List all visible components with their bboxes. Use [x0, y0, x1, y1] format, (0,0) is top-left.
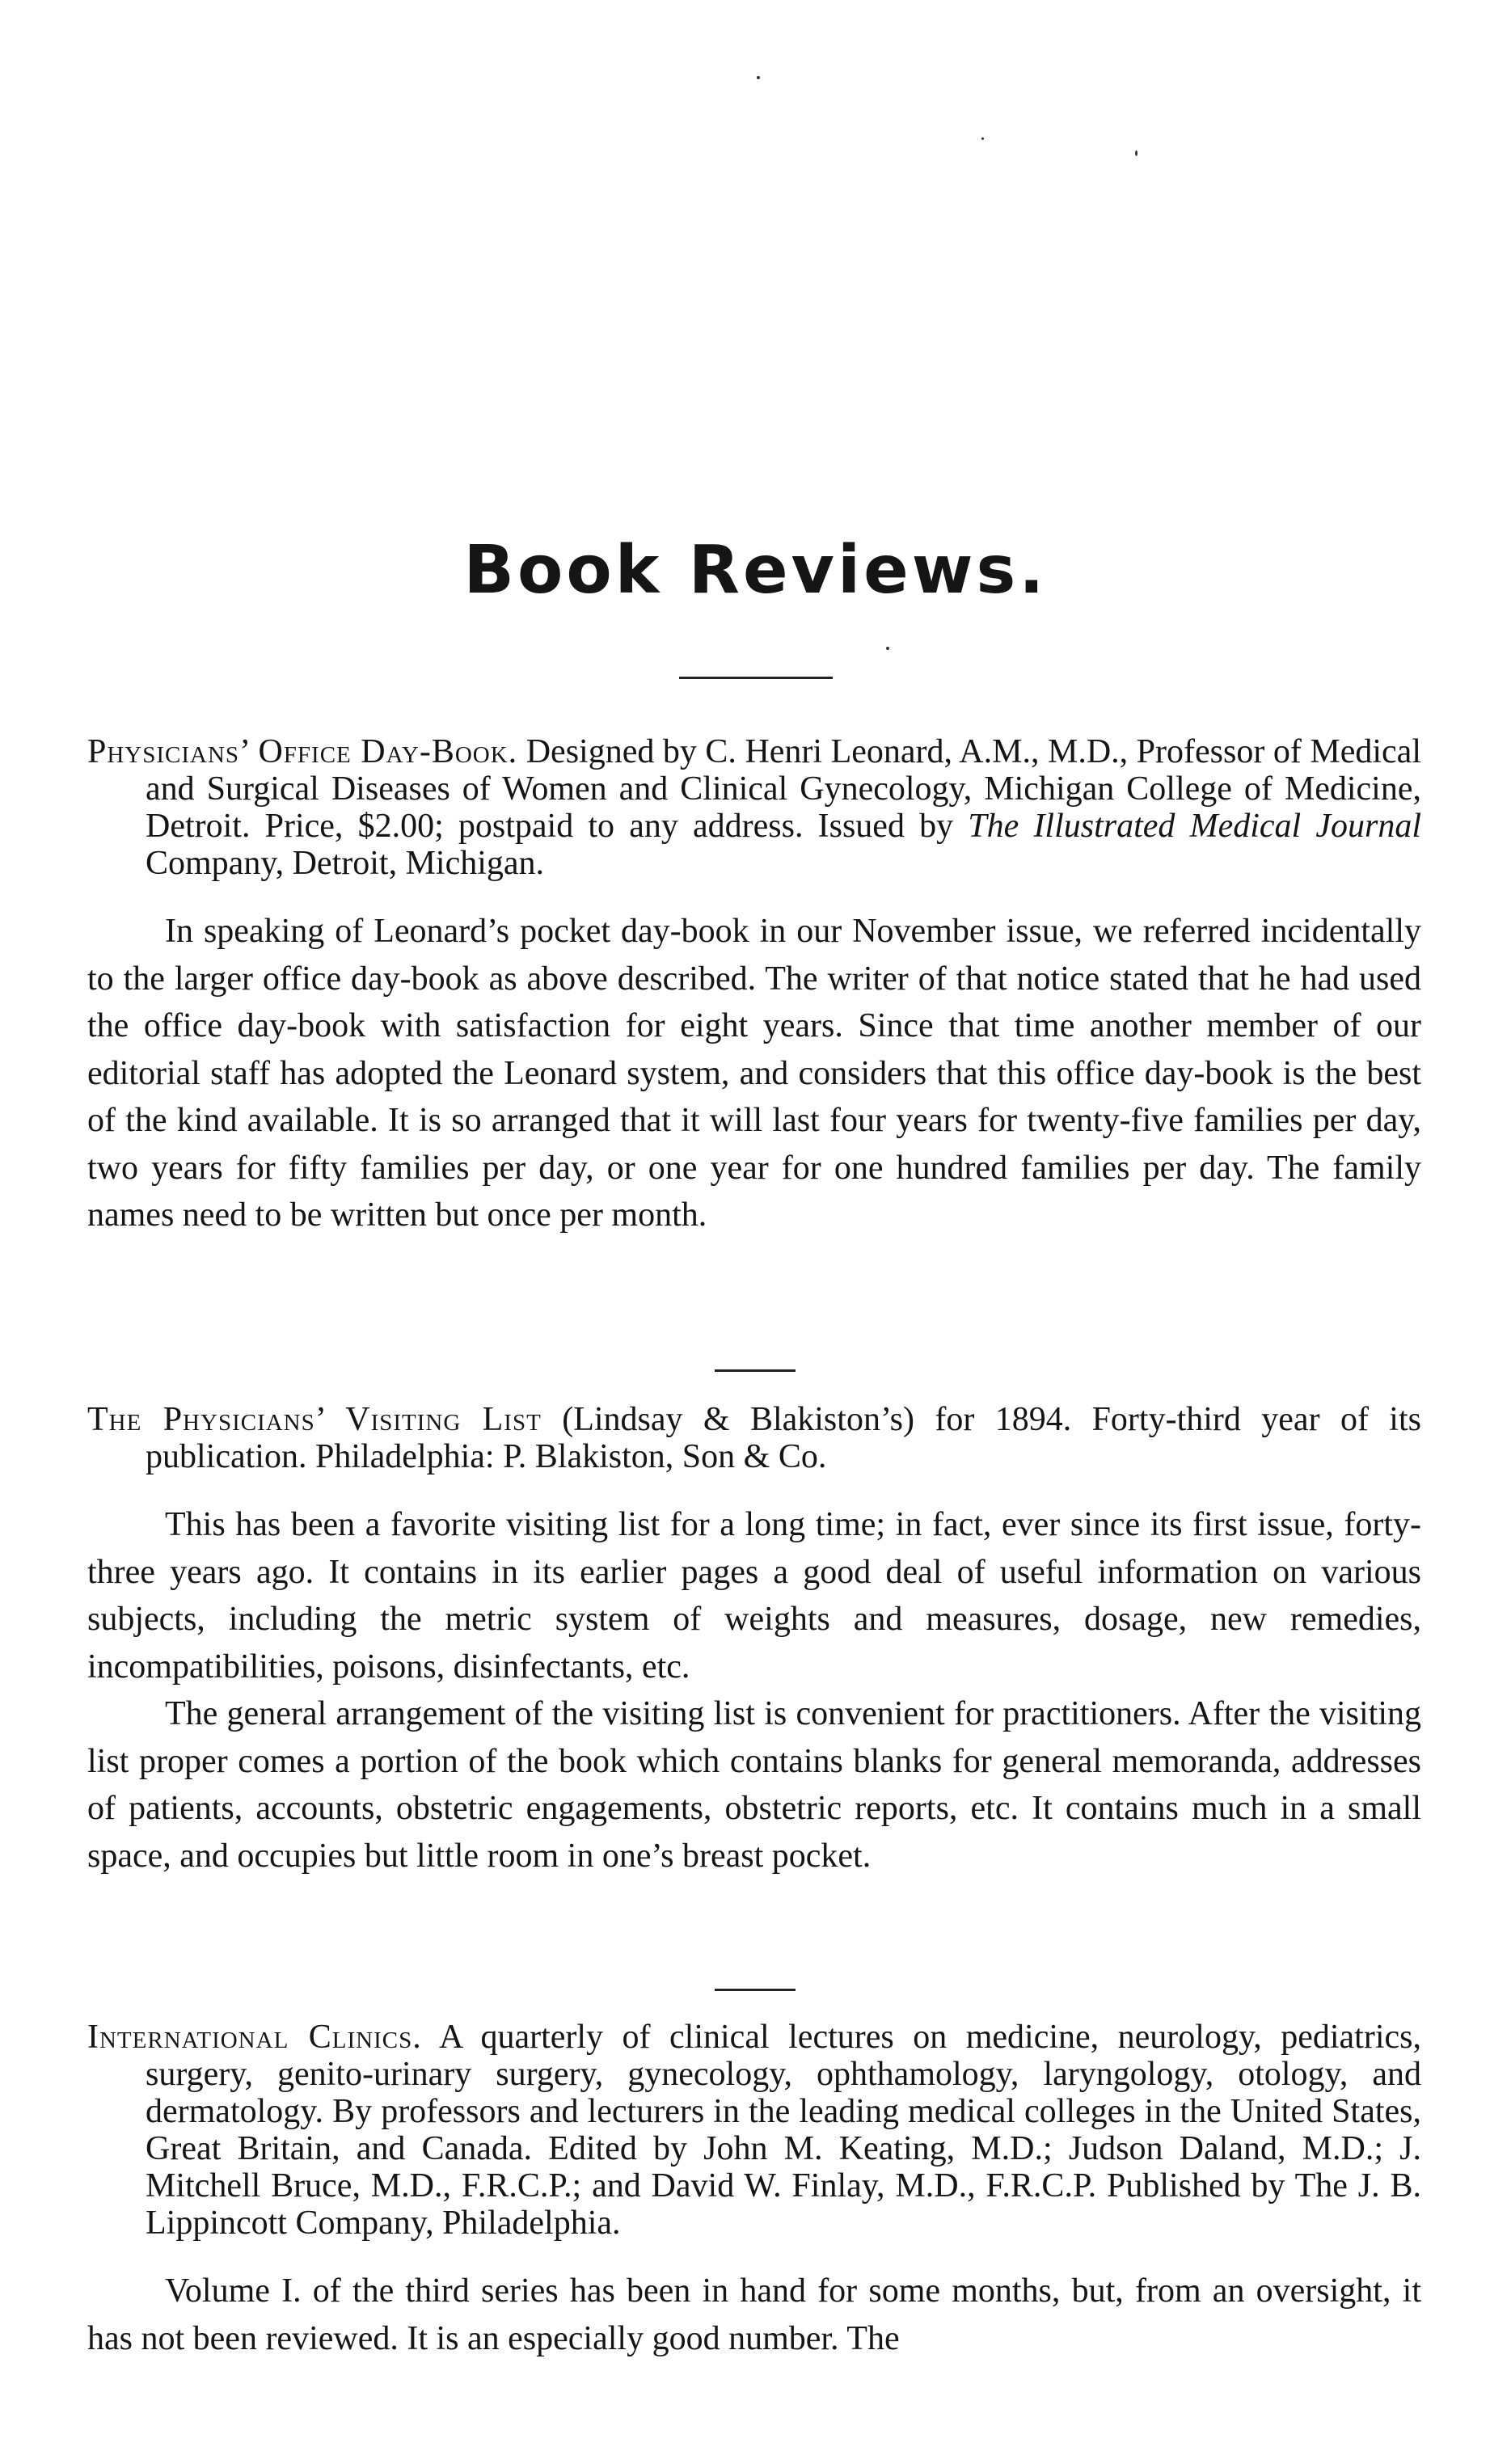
scan-speck [757, 76, 760, 79]
book-title: International Clinics. [87, 2019, 422, 2056]
review-paragraph: The general arrangement of the visiting list is convenient for practitioners. After the visiting list proper comes a portion of the book which contains blanks for general memoranda, addresses of patients, accounts, obstetric engagements, obstetric reports, etc. It contains much in a small space, and occupies but little room in one’s breast pocket. [87, 1695, 1421, 1875]
book-citation-end: Company, Detroit, Michigan. [146, 845, 545, 882]
review-1 [87, 733, 1421, 1239]
scan-speck [886, 647, 889, 650]
book-title: The Physicians’ Visiting List [87, 1401, 542, 1438]
publisher-name: The Illustrated Medical Journal [968, 808, 1422, 845]
review-paragraph: Volume I. of the third series has been in hand for some months, but, from an oversight, it has not been reviewed. It is an especially good number. The [87, 2272, 1421, 2357]
section-divider [715, 1369, 796, 1372]
page-title: Book Reviews. [463, 532, 1048, 609]
book-citation: Designed by C. Henri Leonard, A.M., M.D., Professor of Medical and Surgical Diseases of Women and Clinical Gynecology, Michigan College of Medicine, Detroit. Price, $2.00; postpaid to any address. Issued by [146, 733, 1421, 845]
section-divider [715, 1989, 796, 1991]
review-3 [87, 2019, 1421, 2362]
book-title: Physicians’ Office Day-Book. [87, 733, 518, 770]
review-heading [87, 1401, 1421, 1475]
review-paragraph: This has been a favorite visiting list for a long time; in fact, ever since its first issue, forty-three years ago. It contains in its earlier pages a good deal of useful information on various subjects, including the metric system of weights and measures, dosage, new remedies, incompatibilities, poisons, disinfectants, etc. [87, 1506, 1421, 1686]
review-2 [87, 1401, 1421, 1880]
scan-speck [1135, 150, 1137, 156]
review-paragraph: In speaking of Leonard’s pocket day-book in our November issue, we referred incidentally to the larger office day-book as above described. The writer of that notice stated that he had used the office day-book with satisfaction for eight years. Since that time another member of our editorial staff has adopted the Leonard system, and considers that this office day-book is the best of the kind available. It is so arranged that it will last four years for twenty-five families per day, two years for fifty families per day, or one year for one hundred families per day. The family names need to be written but once per month. [87, 913, 1421, 1234]
scan-speck [981, 137, 984, 140]
book-citation: (Lindsay & Blakiston’s) for 1894. Forty-third year of its publication. Philadelphia: P. Blakiston, Son & Co. [146, 1401, 1421, 1475]
book-citation: A quarterly of clinical lectures on medicine, neurology, pediatrics, surgery, genito-urinary surgery, gynecology, ophthamology, laryngology, otology, and dermatology. By professors and lecturers in the leading medical colleges in the United States, Great Britain, and Canada. Edited by John M. Keating, M.D.; Judson Daland, M.D.; J. Mitchell Bruce, M.D., F.R.C.P.; and David W. Finlay, M.D., F.R.C.P. Published by The J. B. Lippincott Company, Philadelphia. [146, 2019, 1421, 2242]
title-rule [679, 677, 833, 679]
review-heading [87, 2019, 1421, 2242]
review-heading [87, 733, 1421, 882]
